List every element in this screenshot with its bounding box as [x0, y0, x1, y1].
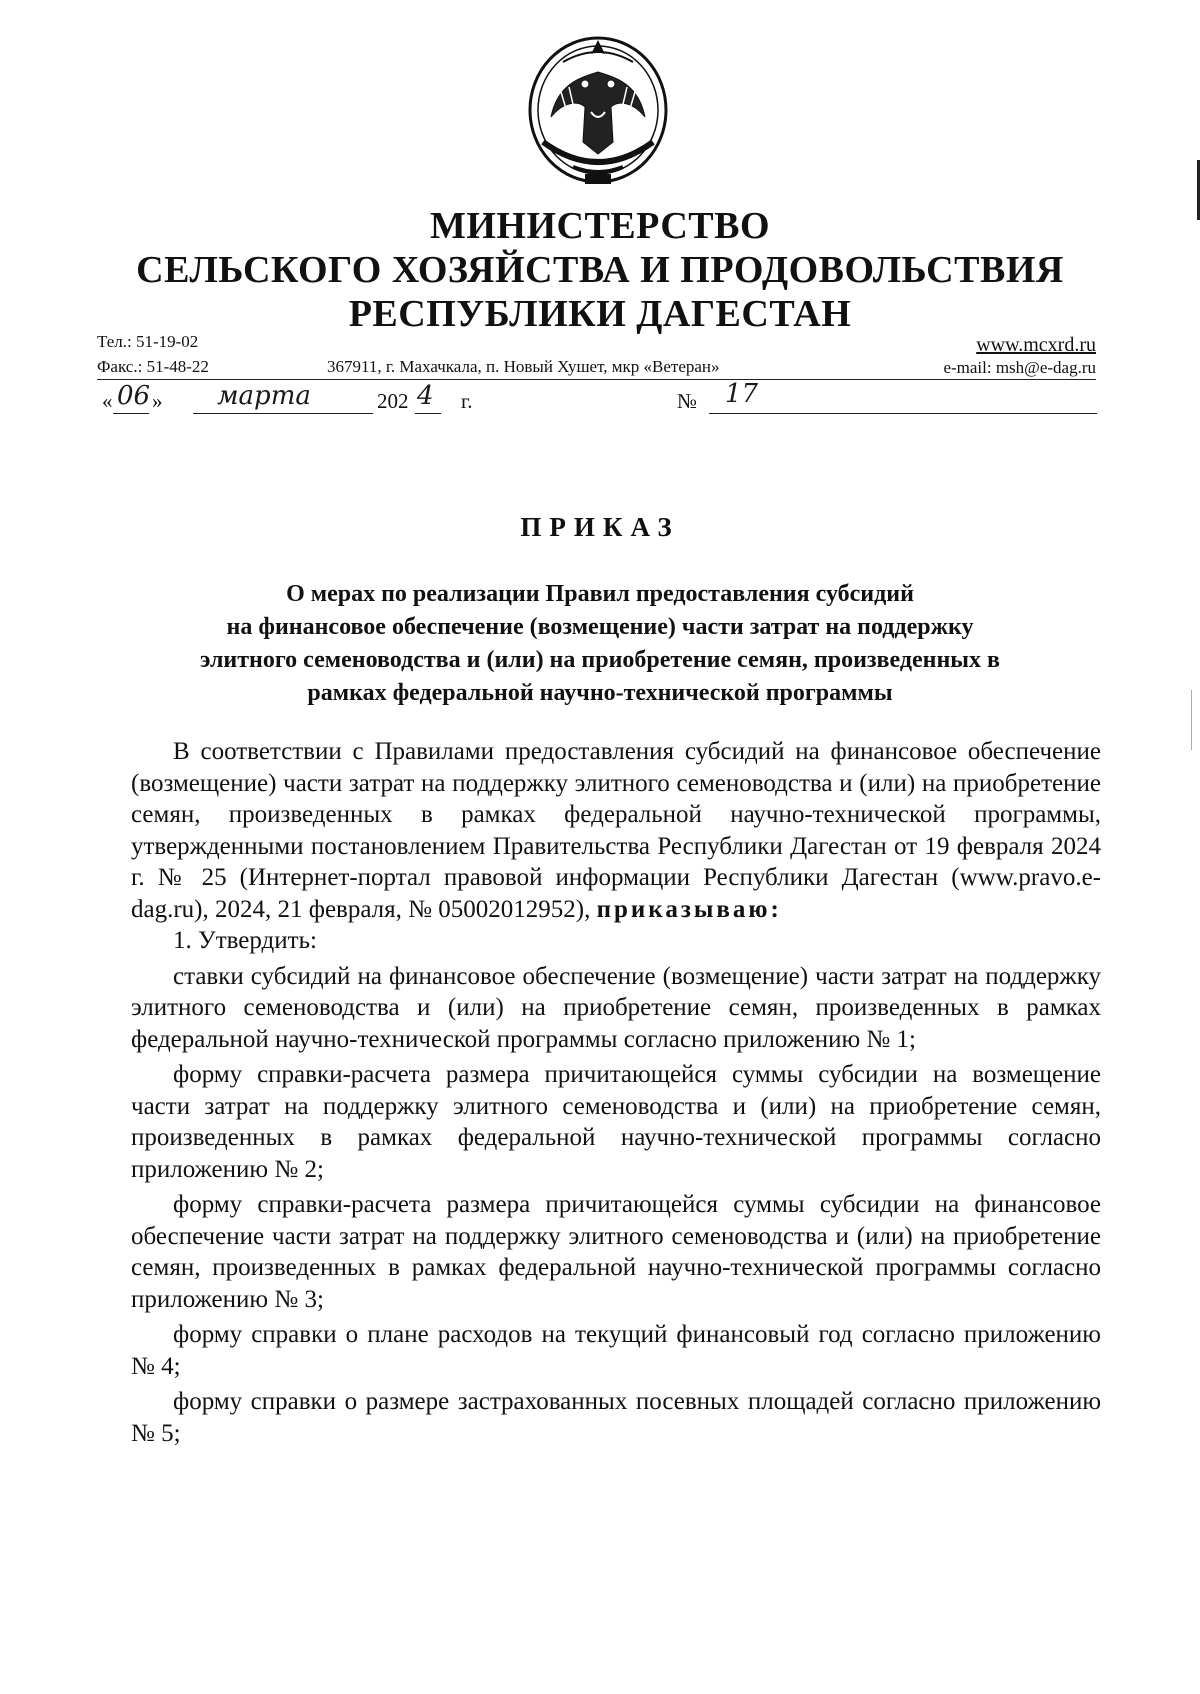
preamble-order-word: приказываю:: [596, 895, 782, 923]
date-year-digit: 4: [417, 381, 434, 411]
document-heading: ПРИКАЗ: [520, 512, 680, 542]
date-month: марта: [217, 381, 311, 411]
day-underline: [113, 413, 149, 414]
month-underline: [193, 413, 373, 414]
ministry-name-line-1: МИНИСТЕРСТВО: [429, 205, 771, 247]
email-address: e-mail: msh@e-dag.ru: [943, 358, 1096, 377]
fax-number: Факс.: 51-48-22: [97, 357, 209, 376]
item-1-heading: 1. Утвердить:: [173, 927, 317, 954]
clause-paragraph: форму справки-расчета размера причитающейся суммы субсидии на финансовое обеспечение части затрат на поддержку элитного семеноводства и (или) на приобретение семян, произведенных в рамках федеральной научно-технической программы согласно приложению № 3;: [131, 1191, 1101, 1313]
clause-paragraph: форму справки о размере застрахованных посевных площадей согласно приложению № 5;: [131, 1388, 1101, 1447]
title-line: О мерах по реализации Правил предоставления субсидий: [286, 581, 914, 607]
phone-number: Тел.: 51-19-02: [97, 332, 199, 351]
year-underline: [415, 413, 441, 414]
date-year-suffix: г.: [461, 389, 473, 413]
website-link[interactable]: www.mcxrd.ru: [976, 334, 1096, 356]
date-open-quote: «: [102, 389, 113, 413]
title-line: на финансовое обеспечение (возмещение) части затрат на поддержку: [226, 614, 974, 640]
ministry-name-line-2: СЕЛЬСКОГО ХОЗЯЙСТВА И ПРОДОВОЛЬСТВИЯ: [136, 249, 1064, 291]
document-title: [140, 578, 1060, 710]
date-close-quote: »: [152, 389, 163, 413]
document-body: [131, 736, 1101, 1449]
order-number: 17: [725, 379, 759, 409]
title-line: рамках федеральной научно-технической программы: [307, 680, 893, 706]
clause-paragraph: форму справки о плане расходов на текущий финансовый год согласно приложению № 4;: [131, 1321, 1101, 1380]
clause-paragraph: форму справки-расчета размера причитающейся суммы субсидии на возмещение части затрат на поддержку элитного семеноводства и (или) на приобретение семян, произведенных в рамках федеральной научно-технической программы согласно приложению № 2;: [131, 1061, 1101, 1183]
scan-artifact: [1191, 690, 1192, 750]
date-year-prefix: 202: [377, 389, 409, 413]
header-divider: [97, 379, 1096, 380]
ministry-name-line-3: РЕСПУБЛИКИ ДАГЕСТАН: [348, 293, 852, 335]
coat-of-arms-emblem-icon: [523, 32, 673, 192]
preamble-paragraph: [131, 736, 1101, 925]
date-day: 06: [117, 381, 151, 411]
order-number-label: №: [677, 389, 698, 413]
number-underline: [709, 413, 1097, 414]
postal-address: 367911, г. Махачкала, п. Новый Хушет, мкр «Ветеран»: [327, 357, 720, 376]
clause-paragraph: ставки субсидий на финансовое обеспечение (возмещение) части затрат на поддержку элитного семеноводства и (или) на приобретение семян, произведенных в рамках федеральной научно-технической программы согласно приложению № 1;: [131, 962, 1101, 1053]
date-number-line: [97, 379, 1097, 423]
title-line: элитного семеноводства и (или) на приобретение семян, произведенных в: [200, 647, 1000, 673]
preamble-text: В соответствии с Правилами предоставления субсидий на финансовое обеспечение (возмещение) части затрат на поддержку элитного семеноводства и (или) на приобретение семян, произведенных в рамках федеральной научно-технической программы, утвержденными постановлением Правительства Республики Дагестан от 19 февраля 2024 г. № 25 (Интернет-портал правовой информации Республики Дагестан (www.pravo.e-dag.ru), 2024, 21 февраля, № 05002012952),: [131, 738, 1101, 923]
